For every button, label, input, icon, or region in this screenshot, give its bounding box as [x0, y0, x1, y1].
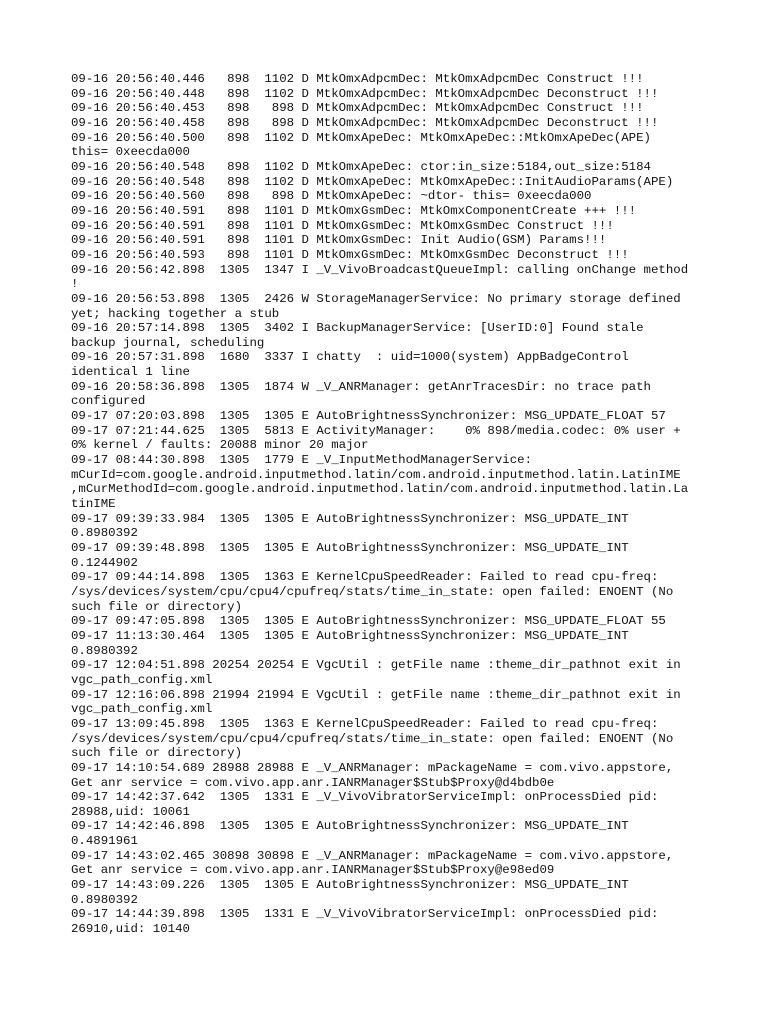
log-line: 09-16 20:56:40.548 898 1102 D MtkOmxApeDec: ctor:in_size:5184,out_size:5184 [71, 159, 651, 174]
log-line: 09-17 09:39:48.898 1305 1305 E AutoBrightnessSynchronizer: MSG_UPDATE_INT 0.1244902 [71, 541, 629, 570]
log-line: 09-16 20:56:53.898 1305 2426 W StorageManagerService: No primary storage defined yet; hacking together a stub [71, 291, 681, 321]
log-line: 09-16 20:56:40.500 898 1102 D MtkOmxApeDec: MtkOmxApeDec::MtkOmxApeDec(APE) this= 0xeecda000 [71, 130, 651, 160]
log-line: 09-17 07:21:44.625 1305 5813 E ActivityManager: 0% 898/media.codec: 0% user + 0% kernel / faults: 20088 minor 20 major [71, 423, 681, 453]
log-line: 09-16 20:56:40.593 898 1101 D MtkOmxGsmDec: MtkOmxGsmDec Deconstruct !!! [71, 247, 629, 262]
log-line: 09-16 20:58:36.898 1305 1874 W _V_ANRManager: getAnrTracesDir: no trace path configured [71, 379, 651, 409]
log-line: 09-16 20:56:40.458 898 898 D MtkOmxAdpcmDec: MtkOmxAdpcmDec Deconstruct !!! [71, 115, 659, 130]
log-line: 09-16 20:56:40.591 898 1101 D MtkOmxGsmDec: Init Audio(GSM) Params!!! [71, 233, 607, 248]
log-line: 09-17 09:39:33.984 1305 1305 E AutoBrightnessSynchronizer: MSG_UPDATE_INT 0.8980392 [71, 511, 629, 541]
log-line: 09-17 07:20:03.898 1305 1305 E AutoBrightnessSynchronizer: MSG_UPDATE_FLOAT 57 [71, 409, 666, 424]
log-line: 09-16 20:56:40.446 898 1102 D MtkOmxAdpcmDec: MtkOmxAdpcmDec Construct !!! [71, 72, 644, 86]
log-line: 09-16 20:56:40.560 898 898 D MtkOmxApeDec: ~dtor- this= 0xeecda000 [71, 189, 592, 204]
log-document [71, 72, 711, 937]
log-line: 09-17 13:09:45.898 1305 1363 E KernelCpuSpeedReader: Failed to read cpu-freq: /sys/devices/system/cpu/cpu4/cpufreq/stats/time_in_state: open failed: ENOENT (No such file or directory) [71, 716, 674, 761]
log-line: 09-17 14:43:02.465 30898 30898 E _V_ANRManager: mPackageName = com.vivo.appstore, Get anr service = com.vivo.app.anr.IANRManager$Stub$Proxy@e98ed09 [71, 848, 674, 878]
log-line: 09-17 14:10:54.689 28988 28988 E _V_ANRManager: mPackageName = com.vivo.appstore, Get anr service = com.vivo.app.anr.IANRManager$Stub$Proxy@d4bdb0e [71, 760, 674, 790]
log-line: 09-17 08:44:30.898 1305 1779 E _V_InputMethodManagerService: mCurId=com.google.android.inputmethod.latin/com.android.inputmethod.latin.LatinIME ,mCurMethodId=com.google.android.inputmethod.latin/com.android.inputmethod.latin.La tinIME [71, 453, 689, 512]
log-line: 09-16 20:56:40.591 898 1101 D MtkOmxGsmDec: MtkOmxGsmDec Construct !!! [71, 218, 614, 233]
log-line: 09-17 12:16:06.898 21994 21994 E VgcUtil : getFile name :theme_dir_pathnot exit in vgc_path_config.xml [71, 687, 681, 717]
log-line: 09-16 20:56:40.548 898 1102 D MtkOmxApeDec: MtkOmxApeDec::InitAudioParams(APE) [71, 174, 674, 189]
log-line: 09-17 12:04:51.898 20254 20254 E VgcUtil : getFile name :theme_dir_pathnot exit in vgc_path_config.xml [71, 658, 681, 687]
log-line: 09-17 09:44:14.898 1305 1363 E KernelCpuSpeedReader: Failed to read cpu-freq: /sys/devices/system/cpu/cpu4/cpufreq/stats/time_in_state: open failed: ENOENT (No such file or directory) [71, 570, 674, 614]
log-line: 09-17 14:42:46.898 1305 1305 E AutoBrightnessSynchronizer: MSG_UPDATE_INT 0.4891961 [71, 819, 629, 849]
log-line: 09-16 20:56:42.898 1305 1347 I _V_VivoBroadcastQueueImpl: calling onChange method ! [71, 262, 689, 292]
log-line: 09-17 11:13:30.464 1305 1305 E AutoBrightnessSynchronizer: MSG_UPDATE_INT 0.8980392 [71, 628, 629, 658]
log-line: 09-16 20:57:31.898 1680 3337 I chatty : uid=1000(system) AppBadgeControl identical 1 line [71, 350, 629, 380]
log-line: 09-16 20:56:40.448 898 1102 D MtkOmxAdpcmDec: MtkOmxAdpcmDec Deconstruct !!! [71, 86, 659, 101]
log-line: 09-16 20:56:40.453 898 898 D MtkOmxAdpcmDec: MtkOmxAdpcmDec Construct !!! [71, 101, 644, 116]
log-line: 09-17 14:44:39.898 1305 1331 E _V_VivoVibratorServiceImpl: onProcessDied pid: 26910,uid: 10140 [71, 907, 659, 937]
log-line: 09-17 14:43:09.226 1305 1305 E AutoBrightnessSynchronizer: MSG_UPDATE_INT 0.8980392 [71, 878, 629, 907]
log-line: 09-17 14:42:37.642 1305 1331 E _V_VivoVibratorServiceImpl: onProcessDied pid: 28988,uid: 10061 [71, 790, 659, 819]
log-line: 09-16 20:57:14.898 1305 3402 I BackupManagerService: [UserID:0] Found stale backup journal, scheduling [71, 321, 644, 350]
log-line: 09-16 20:56:40.591 898 1101 D MtkOmxGsmDec: MtkOmxComponentCreate +++ !!! [71, 203, 637, 218]
log-line: 09-17 09:47:05.898 1305 1305 E AutoBrightnessSynchronizer: MSG_UPDATE_FLOAT 55 [71, 614, 666, 629]
